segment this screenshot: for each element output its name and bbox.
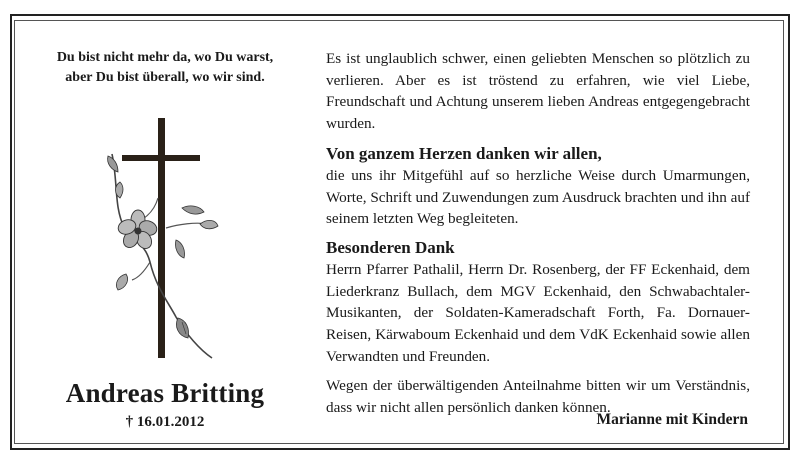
- cross-with-flower-icon: [104, 112, 222, 362]
- thanks-all-paragraph: die uns ihr Mitgefühl auf so herzliche Weise durch Umarmungen, Worte, Schrift und Zuwendungen zum Ausdruck brachten und ihn auf seinem letzten Weg begleiteten.: [326, 166, 750, 228]
- special-thanks-heading: Besonderen Dank: [326, 237, 455, 257]
- motto-line-1: Du bist nicht mehr da, wo Du warst,: [56, 50, 274, 65]
- thank-you-text: [326, 48, 750, 419]
- deceased-name: Andreas Britting: [65, 378, 265, 408]
- thanks-all-heading: Von ganzem Herzen danken wir allen,: [326, 143, 602, 163]
- signature: Marianne mit Kindern: [596, 411, 748, 428]
- motto: [40, 48, 290, 88]
- motto-line-2: aber Du bist überall, wo wir sind.: [65, 70, 265, 85]
- intro-paragraph: Es ist unglaublich schwer, einen geliebten Menschen so plötzlich zu verlieren. Aber es ist tröstend zu erfahren, wie viel Liebe, Freundschaft und Achtung unserem lieben Andreas entgegengebracht wurden.: [326, 50, 750, 133]
- special-thanks-paragraph: Herrn Pfarrer Pathalil, Herrn Dr. Rosenberg, der FF Eckenhaid, dem Liederkranz Bullach, dem MGV Eckenhaid, den Schwabachtaler-Musikanten, der Soldaten-Kameradschaft Forth, Fa. Dornauer-Reisen, Kärwaboum Eckenhaid und dem VdK Eckenhaid sowie allen Verwandten und Freunden.: [326, 260, 750, 365]
- closing-paragraph: Wegen der überwältigenden Anteilnahme bitten wir um Verständnis, dass wir nicht allen persönlich danken können.: [326, 377, 750, 417]
- death-date: † 16.01.2012: [125, 414, 205, 430]
